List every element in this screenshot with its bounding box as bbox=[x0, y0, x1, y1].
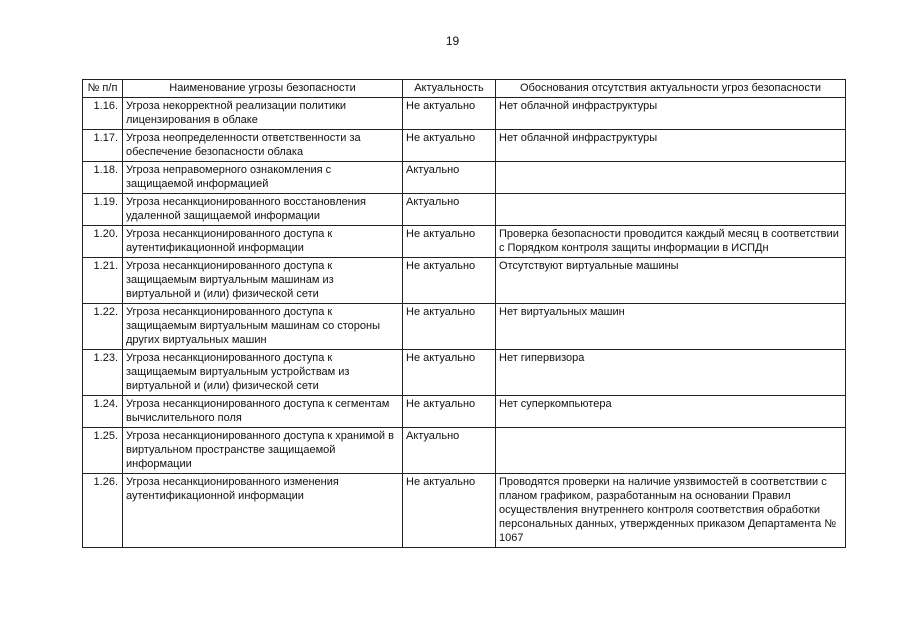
table-header-row bbox=[83, 80, 846, 98]
table-row bbox=[83, 428, 846, 474]
row-number: 1.22. bbox=[83, 304, 123, 350]
relevance-status: Не актуально bbox=[403, 304, 496, 350]
table-row bbox=[83, 162, 846, 194]
row-number: 1.19. bbox=[83, 194, 123, 226]
justification-text: Нет суперкомпьютера bbox=[496, 396, 846, 428]
relevance-status: Не актуально bbox=[403, 396, 496, 428]
relevance-status: Актуально bbox=[403, 428, 496, 474]
table-row bbox=[83, 350, 846, 396]
table-row bbox=[83, 226, 846, 258]
justification-text bbox=[496, 428, 846, 474]
threat-name: Угроза несанкционированного изменения аутентификационной информации bbox=[123, 474, 403, 548]
justification-text bbox=[496, 194, 846, 226]
justification-text: Нет гипервизора bbox=[496, 350, 846, 396]
table-row bbox=[83, 98, 846, 130]
threat-name: Угроза несанкционированного доступа к аутентификационной информации bbox=[123, 226, 403, 258]
relevance-status: Не актуально bbox=[403, 130, 496, 162]
threat-name: Угроза некорректной реализации политики лицензирования в облаке bbox=[123, 98, 403, 130]
page-number: 19 bbox=[445, 34, 460, 48]
header-num: № п/п bbox=[83, 80, 123, 98]
threat-name: Угроза несанкционированного доступа к защищаемым виртуальным машинам со стороны других виртуальных машин bbox=[123, 304, 403, 350]
row-number: 1.26. bbox=[83, 474, 123, 548]
justification-text: Нет виртуальных машин bbox=[496, 304, 846, 350]
row-number: 1.24. bbox=[83, 396, 123, 428]
justification-text: Нет облачной инфраструктуры bbox=[496, 98, 846, 130]
threat-name: Угроза несанкционированного доступа к защищаемым виртуальным устройствам из виртуальной и (или) физической сети bbox=[123, 350, 403, 396]
relevance-status: Не актуально bbox=[403, 98, 496, 130]
threat-name: Угроза несанкционированного восстановления удаленной защищаемой информации bbox=[123, 194, 403, 226]
relevance-status: Не актуально bbox=[403, 226, 496, 258]
relevance-status: Не актуально bbox=[403, 474, 496, 548]
relevance-status: Не актуально bbox=[403, 350, 496, 396]
justification-text bbox=[496, 162, 846, 194]
header-justification: Обоснования отсутствия актуальности угроз безопасности bbox=[496, 80, 846, 98]
table-row bbox=[83, 304, 846, 350]
header-threat-name: Наименование угрозы безопасности bbox=[123, 80, 403, 98]
row-number: 1.23. bbox=[83, 350, 123, 396]
justification-text: Отсутствуют виртуальные машины bbox=[496, 258, 846, 304]
threat-name: Угроза неопределенности ответственности за обеспечение безопасности облака bbox=[123, 130, 403, 162]
row-number: 1.17. bbox=[83, 130, 123, 162]
table-row bbox=[83, 474, 846, 548]
row-number: 1.20. bbox=[83, 226, 123, 258]
justification-text: Проверка безопасности проводится каждый месяц в соответствии с Порядком контроля защиты информации в ИСПДн bbox=[496, 226, 846, 258]
threat-name: Угроза несанкционированного доступа к сегментам вычислительного поля bbox=[123, 396, 403, 428]
table-row bbox=[83, 258, 846, 304]
row-number: 1.18. bbox=[83, 162, 123, 194]
threat-name: Угроза несанкционированного доступа к хранимой в виртуальном пространстве защищаемой информации bbox=[123, 428, 403, 474]
row-number: 1.21. bbox=[83, 258, 123, 304]
relevance-status: Не актуально bbox=[403, 258, 496, 304]
threat-name: Угроза несанкционированного доступа к защищаемым виртуальным машинам из виртуальной и (или) физической сети bbox=[123, 258, 403, 304]
relevance-status: Актуально bbox=[403, 194, 496, 226]
relevance-status: Актуально bbox=[403, 162, 496, 194]
threats-table bbox=[82, 79, 846, 548]
table-row bbox=[83, 130, 846, 162]
header-relevance: Актуальность bbox=[403, 80, 496, 98]
justification-text: Проводятся проверки на наличие уязвимостей в соответствии с планом графиком, разработанным на основании Правил осуществления внутреннего контроля соответствия обработки персональных данных, утвержденных приказом Департамента № 1067 bbox=[496, 474, 846, 548]
row-number: 1.25. bbox=[83, 428, 123, 474]
table-row bbox=[83, 396, 846, 428]
threat-name: Угроза неправомерного ознакомления с защищаемой информацией bbox=[123, 162, 403, 194]
table-row bbox=[83, 194, 846, 226]
row-number: 1.16. bbox=[83, 98, 123, 130]
justification-text: Нет облачной инфраструктуры bbox=[496, 130, 846, 162]
